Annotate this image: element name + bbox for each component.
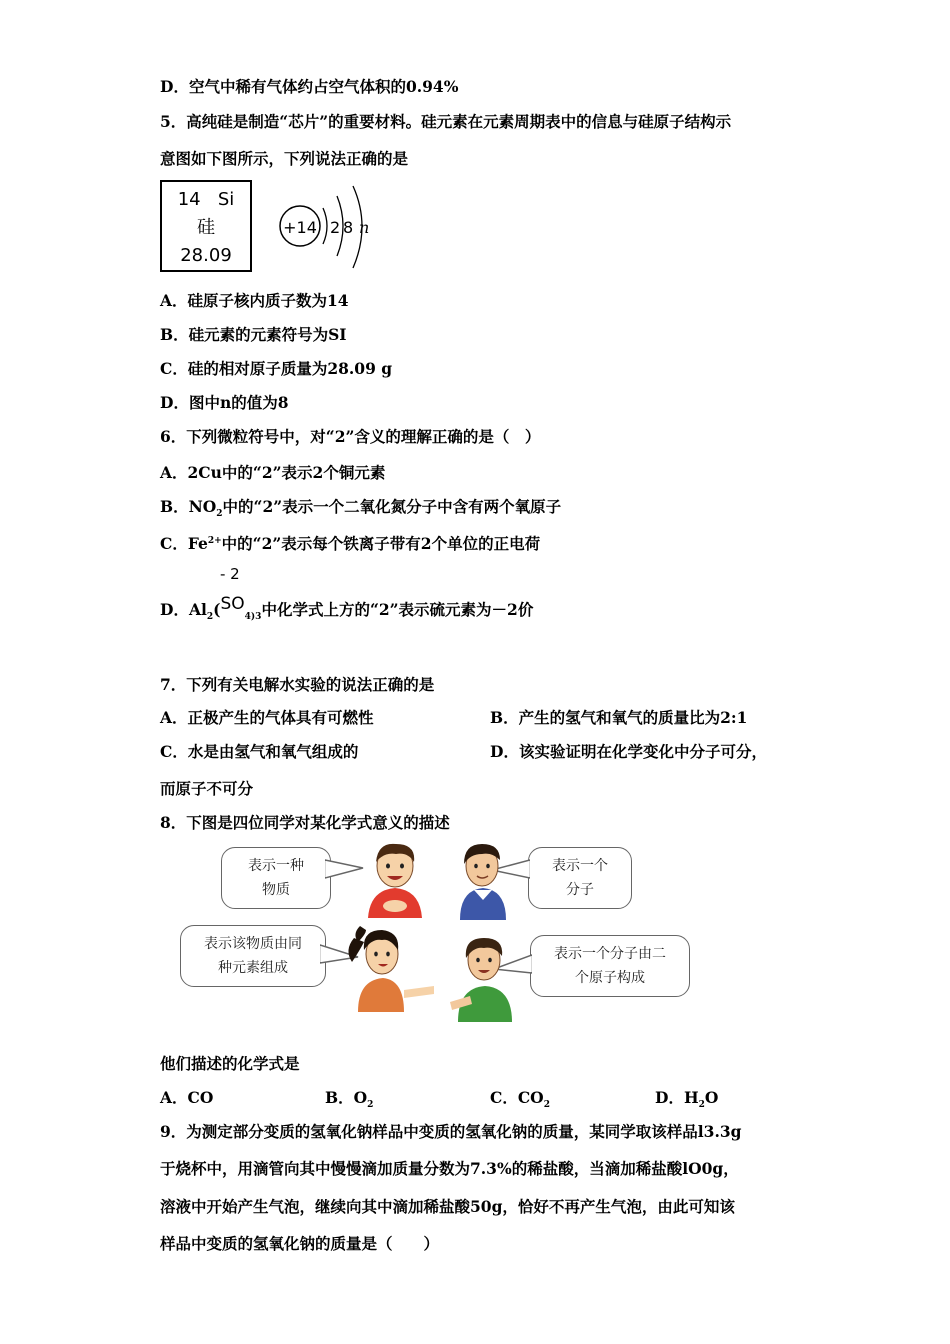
q5-stem-line1: 5．高纯硅是制造“芯片”的重要材料。硅元素在元素周期表中的信息与硅原子结构示 <box>160 112 732 131</box>
q6-option-d: D．$Al_2(SO_{4)3}$中化学式上方的“2”表示硫元素为－2价 <box>160 594 534 623</box>
q8-option-c: C．$CO_2$ <box>490 1088 550 1111</box>
shell3-electrons: n <box>359 218 370 237</box>
q5-option-a: A．硅原子核内质子数为14 <box>160 291 349 310</box>
q8-question: 他们描述的化学式是 <box>160 1054 300 1073</box>
q8-option-d: D．$H_2O$ <box>655 1088 719 1111</box>
q9-line3: 溶液中开始产生气泡，继续向其中滴加稀盐酸50g，恰好不再产生气泡，由此可知该 <box>160 1197 735 1216</box>
student-4-figure <box>450 930 520 1022</box>
shell1-electrons: 2 <box>330 218 341 237</box>
q6-valence-mark: - 2 <box>220 565 240 583</box>
atom-structure-diagram <box>275 178 375 278</box>
bubble-3: 表示该物质由同 种元素组成 <box>180 925 326 987</box>
atomic-mass: 28.09 <box>180 245 232 266</box>
q8-option-a: A．CO <box>160 1088 214 1107</box>
q5-option-c: C．硅的相对原子质量为28.09 g <box>160 359 393 378</box>
q9-line4: 样品中变质的氢氧化钠的质量是（ ） <box>160 1234 440 1253</box>
bubble-2: 表示一个 分子 <box>528 847 632 909</box>
element-symbol: Si <box>217 189 235 210</box>
q6-stem: 6．下列微粒符号中，对“2”含义的理解正确的是（ ） <box>160 427 541 446</box>
atomic-number: 14 <box>177 189 201 210</box>
shell2-electrons: 8 <box>343 218 354 237</box>
q9-line2: 于烧杯中，用滴管向其中慢慢滴加质量分数为7.3%的稀盐酸，当滴加稀盐酸lO0g， <box>160 1159 739 1178</box>
q6-option-b: B．$NO_2$中的“2”表示一个二氧化氮分子中含有两个氧原子 <box>160 497 562 520</box>
q7-option-d: D．该实验证明在化学变化中分子可分， <box>490 742 767 761</box>
q7-option-b: B．产生的氢气和氧气的质量比为2:1 <box>490 708 748 727</box>
periodic-table-cell <box>160 180 252 272</box>
q7-option-c: C．水是由氢气和氧气组成的 <box>160 742 359 761</box>
q5-option-d: D．图中n的值为8 <box>160 393 289 412</box>
nucleus-charge: +14 <box>283 218 317 237</box>
q7-option-d-cont: 而原子不可分 <box>160 779 254 798</box>
q8-stem: 8．下图是四位同学对某化学式意义的描述 <box>160 813 450 832</box>
element-name: 硅 <box>197 217 215 238</box>
q8-option-b: B．$O_2$ <box>325 1088 374 1111</box>
q6-option-a: A．2Cu中的“2”表示2个铜元素 <box>160 463 386 482</box>
q5-option-b: B．硅元素的元素符号为SI <box>160 325 347 344</box>
q6-option-c: C．$Fe^{2+}$中的“2”表示每个铁离子带有2个单位的正电荷 <box>160 534 541 554</box>
q4-option-d: D．空气中稀有气体约占空气体积的0.94% <box>160 77 459 96</box>
bubble-1: 表示一种 物质 <box>221 847 331 909</box>
bubble-tail-1 <box>325 850 365 890</box>
student-3-figure <box>338 920 438 1012</box>
q9-line1: 9．为测定部分变质的氢氧化钠样品中变质的氢氧化钠的质量，某同学取该样品l3.3g <box>160 1122 742 1141</box>
q7-stem: 7．下列有关电解水实验的说法正确的是 <box>160 675 435 694</box>
q5-stem-line2: 意图如下图所示，下列说法正确的是 <box>160 149 409 168</box>
student-2-figure <box>448 838 518 920</box>
bubble-4: 表示一个分子由二 个原子构成 <box>530 935 690 997</box>
student-1-figure <box>360 840 430 918</box>
q7-option-a: A．正极产生的气体具有可燃性 <box>160 708 374 727</box>
